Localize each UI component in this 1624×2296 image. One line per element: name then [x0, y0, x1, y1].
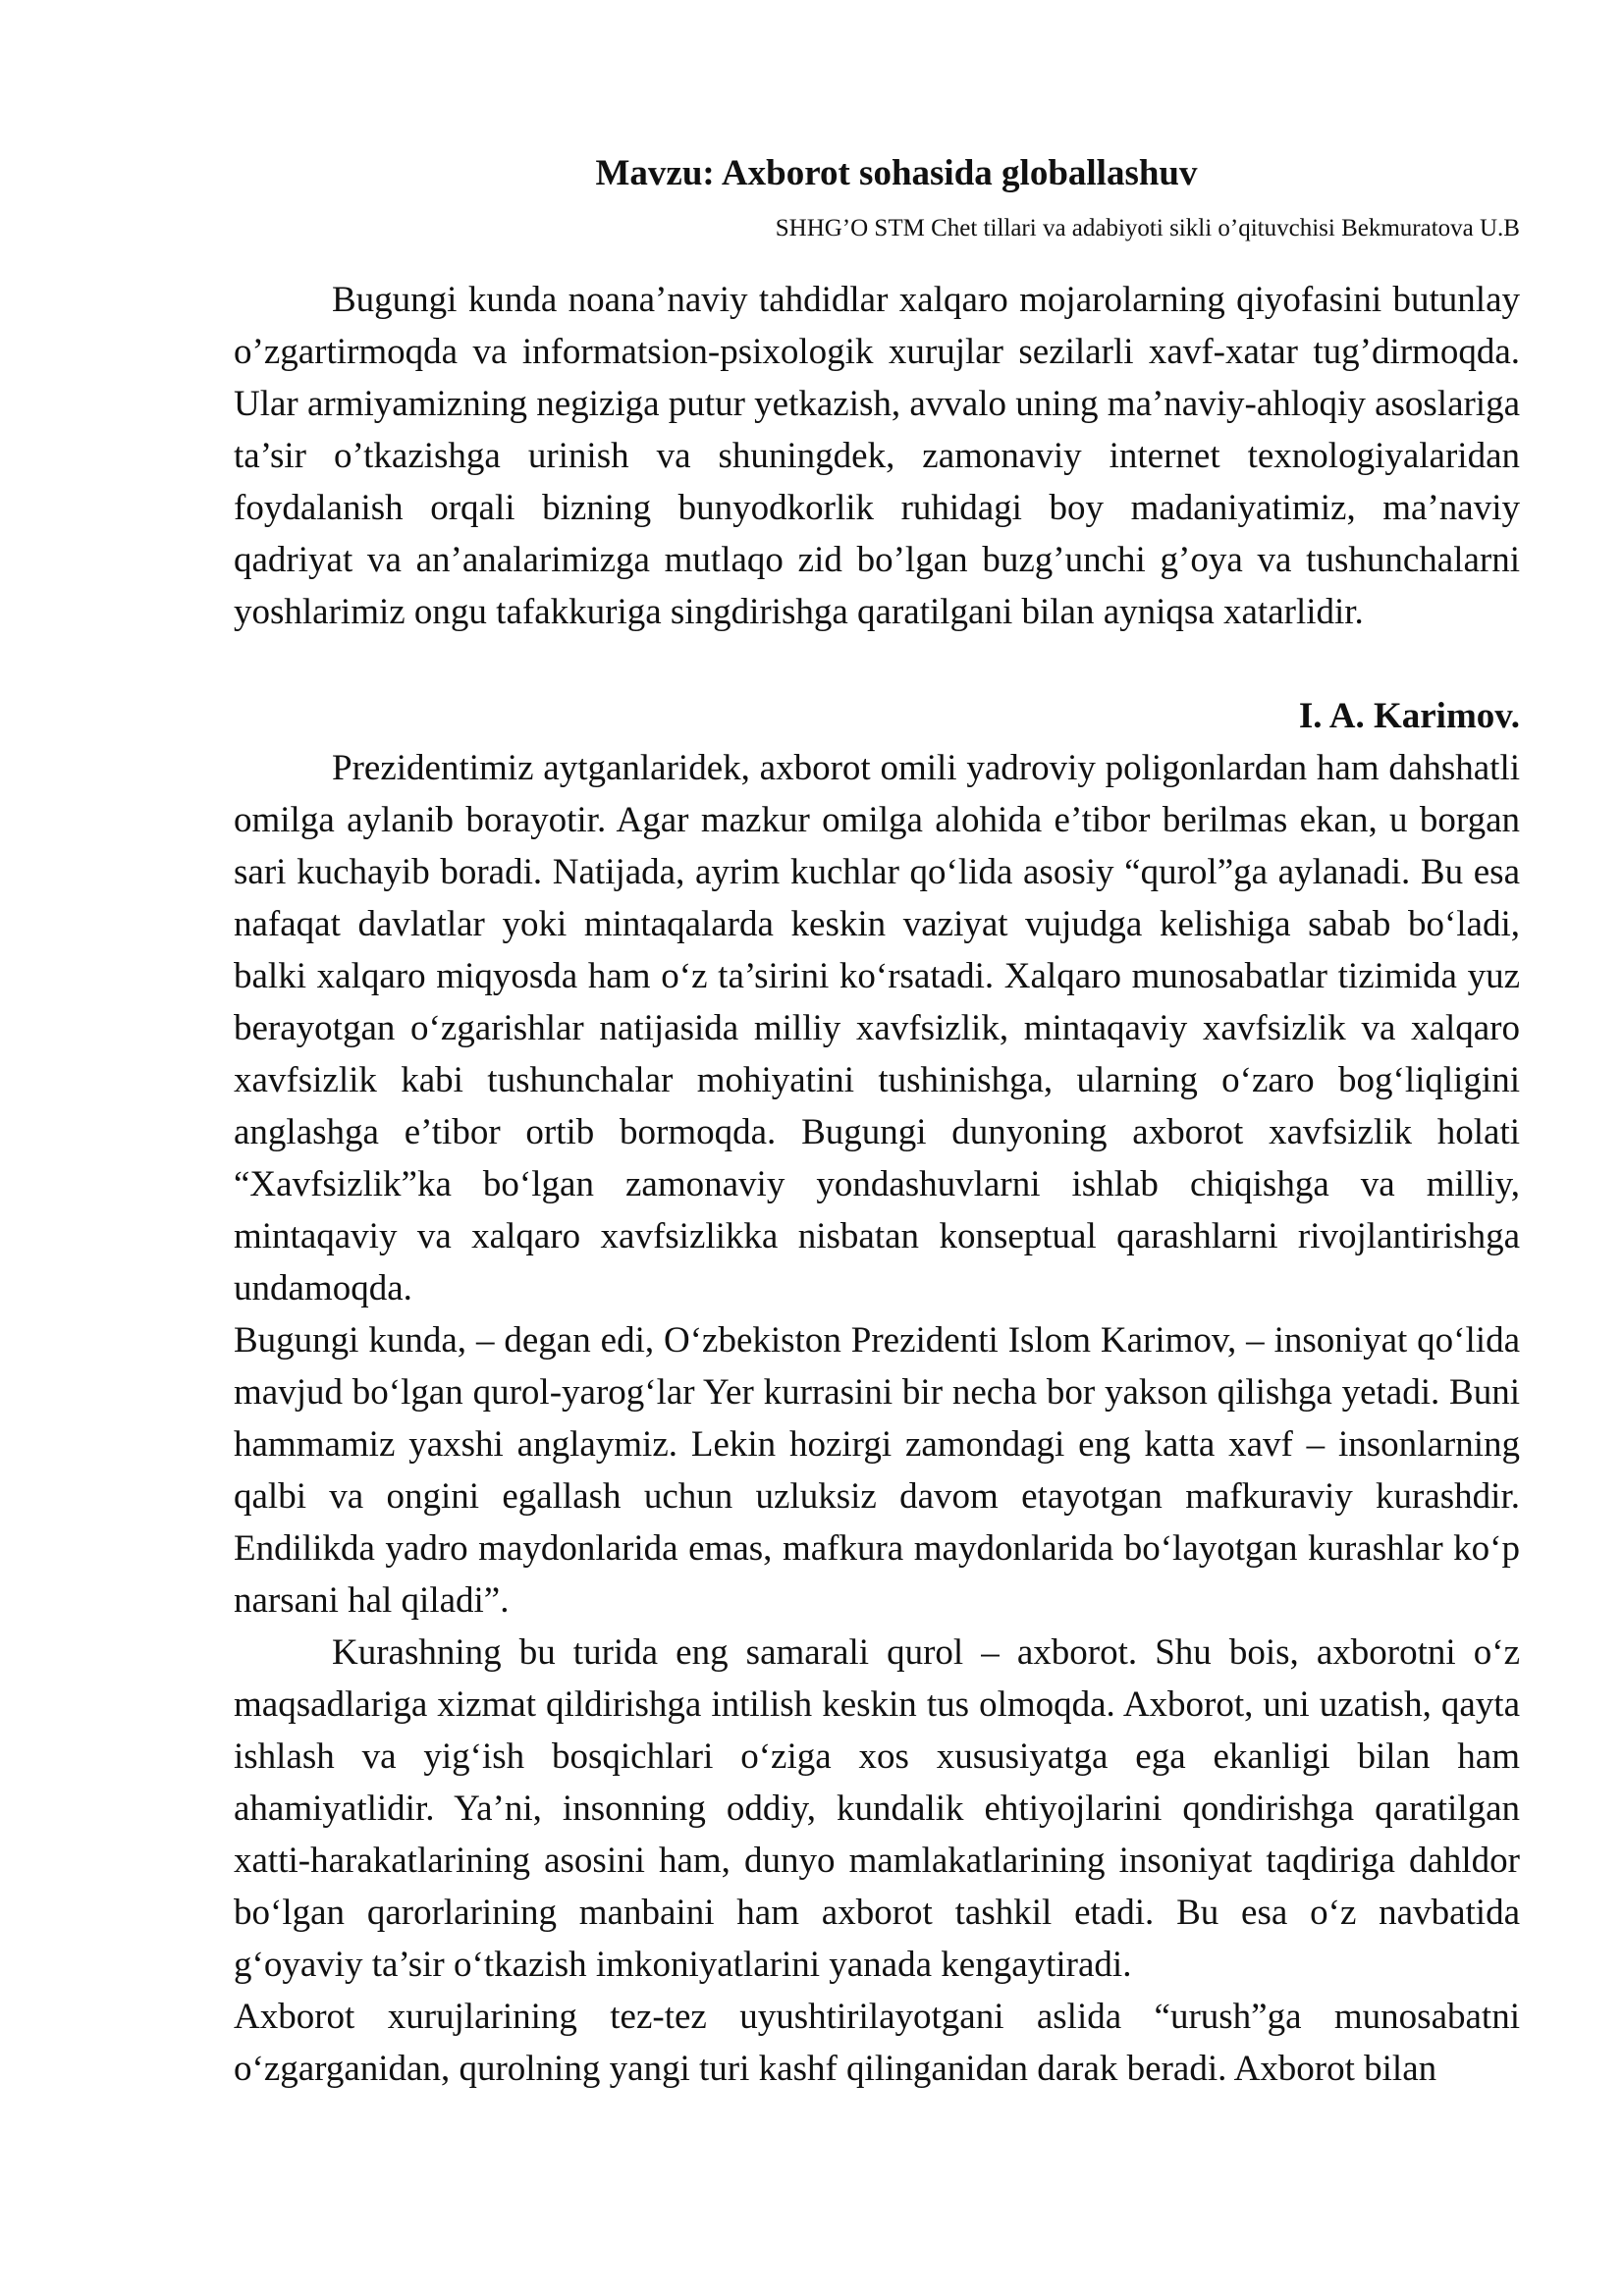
document-page	[234, 147, 1520, 2095]
paragraph-2: Prezidentimiz aytganlaridek, axborot omili yadroviy poligonlardan ham dahshatli omilga aylanib borayotir. Agar mazkur omilga alohida e’tibor berilmas ekan, u borgan sari kuchayib boradi. Natijada, ayrim kuchlar qo‘lida asosiy “qurol”ga aylanadi. Bu esa nafaqat davlatlar yoki mintaqalarda keskin vaziyat vujudga kelishiga sabab bo‘ladi, balki xalqaro miqyosda ham o‘z ta’sirini ko‘rsatadi. Xalqaro munosabatlar tizimida yuz berayotgan o‘zgarishlar natijasida milliy xavfsizlik, mintaqaviy xavfsizlik va xalqaro xavfsizlik kabi tushunchalar mohiyatini tushinishga, ularning o‘zaro bog‘liqligini anglashga e’tibor ortib bormoqda. Bugungi dunyoning axborot xavfsizlik holati “Xavfsizlik”ka bo‘lgan zamonaviy yondashuvlarni ishlab chiqishga va milliy, mintaqaviy va xalqaro xavfsizlikka nisbatan konseptual qarashlarni rivojlantirishga undamoqda.	[234, 748, 1520, 1308]
document-author: SHHG’O STM Chet tillari va adabiyoti sikli o’qituvchisi Bekmuratova U.B	[775, 215, 1520, 241]
epigraph-signature: I. A. Karimov.	[1298, 696, 1520, 736]
paragraph-epigraph: Bugungi kunda noana’naviy tahdidlar xalqaro mojarolarning qiyofasini butunlay o’zgartirmoqda va informatsion-psixologik xurujlar sezilarli xavf-xatar tug’dirmoqda. Ular armiyamizning negiziga putur yetkazish, avvalo uning ma’naviy-ahloqiy asoslariga ta’sir o’tkazishga urinish va shuningdek, zamonaviy internet texnologiyalaridan foydalanish orqali bizning bunyodkorlik ruhidagi boy madaniyatimiz, ma’naviy qadriyat va an’analarimizga mutlaqo zid bo’lgan buzg’unchi g’oya va tushunchalarni yoshlarimiz ongu tafakkuriga singdirishga qaratilgani bilan ayniqsa xatarlidir.	[234, 280, 1521, 632]
paragraph-5: Axborot xurujlarining tez-tez uyushtirilayotgani aslida “urush”ga munosabatni o‘zgarganidan, qurolning yangi turi kashf qilinganidan darak beradi. Axborot bilan	[234, 1997, 1520, 2089]
paragraph-4: Kurashning bu turida eng samarali qurol – axborot. Shu bois, axborotni o‘z maqsadlariga xizmat qildirishga intilish keskin tus olmoqda. Axborot, uni uzatish, qayta ishlash va yig‘ish bosqichlari o‘ziga xos xususiyatga ega ekanligi bilan ham ahamiyatlidir. Ya’ni, insonning oddiy, kundalik ehtiyojlarini qondirishga qaratilgan xatti-harakatlarining asosini ham, dunyo mamlakatlarining insoniyat taqdiriga dahldor bo‘lgan qarorlarining manbaini ham axborot tashkil etadi. Bu esa o‘z navbatida g‘oyaviy ta’sir o‘tkazish imkoniyatlarini yanada kengaytiradi.	[234, 1632, 1520, 1985]
document-title: Mavzu: Axborot sohasida globallashuv	[595, 153, 1198, 193]
paragraph-3: Bugungi kunda, – degan edi, O‘zbekiston Prezidenti Islom Karimov, – insoniyat qo‘lida mavjud bo‘lgan qurol-yarog‘lar Yer kurrasini bir necha bor yakson qilishga yetadi. Buni hammamiz yaxshi anglaymiz. Lekin hozirgi zamondagi eng katta xavf – insonlarning qalbi va ongini egallash uchun uzluksiz davom etayotgan mafkuraviy kurashdir. Endilikda yadro maydonlarida emas, mafkura maydonlarida bo‘layotgan kurashlar ko‘p narsani hal qiladi”.	[234, 1320, 1520, 1621]
